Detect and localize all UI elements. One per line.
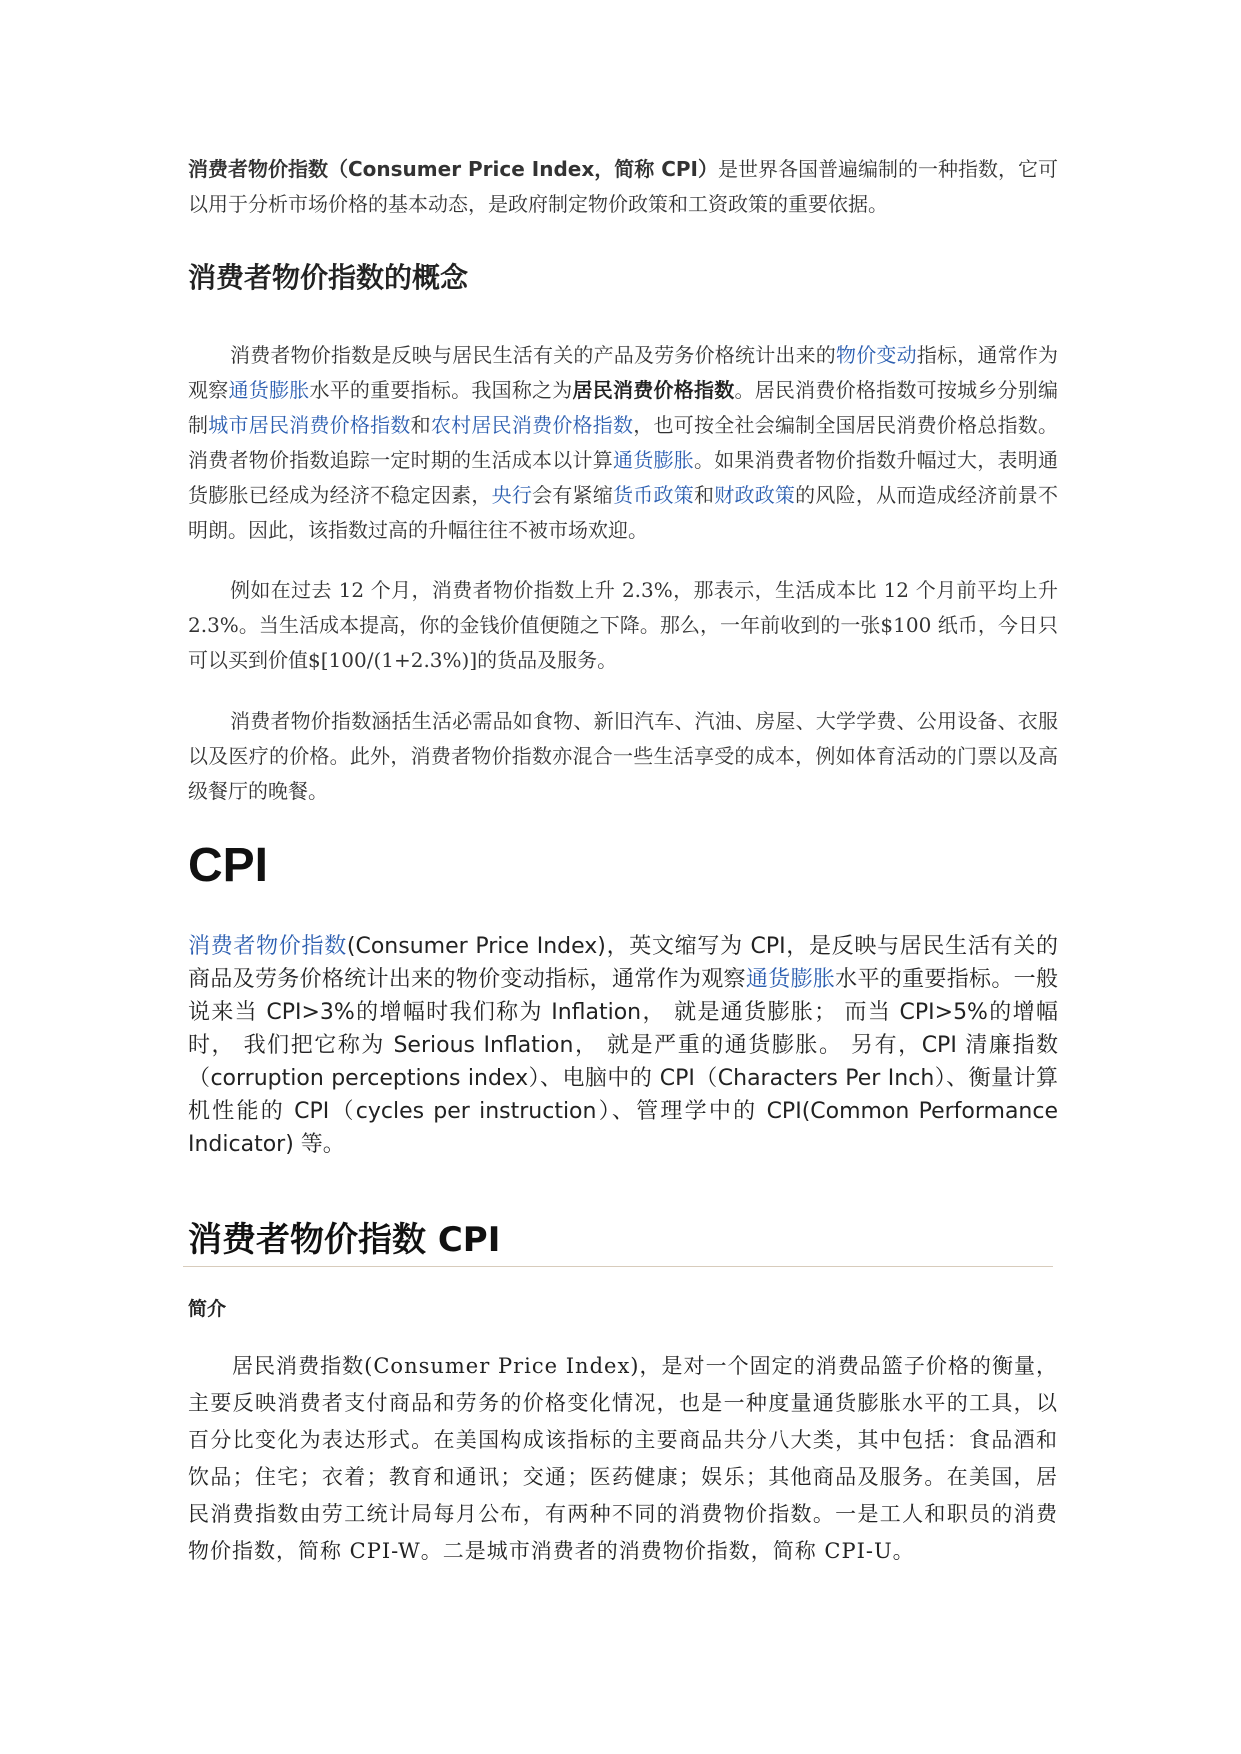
link-inflation[interactable]: 通货膨胀: [228, 378, 310, 402]
link-central-bank[interactable]: 央行: [491, 483, 533, 507]
link-urban-cpi[interactable]: 城市居民消费价格指数: [208, 413, 411, 437]
intro-body-paragraph: 居民消费指数(Consumer Price Index)，是对一个固定的消费品篮子价格的衡量，主要反映消费者支付商品和劳务的价格变化情况，也是一种度量通货膨胀水平的工具，以百分比变化为表达形式。在美国构成该指标的主要商品共分八大类，其中包括：食品酒和饮品；住宅；衣着；教育和通讯；交通；医药健康；娱乐；其他商品及服务。在美国，居民消费指数由劳工统计局每月公布，有两种不同的消费物价指数。一是工人和职员的消费物价指数，简称 CPI-W。二是城市消费者的消费物价指数，简称 CPI-U。: [188, 1354, 1058, 1563]
link-price-change[interactable]: 物价变动: [836, 343, 917, 367]
text-segment: (Consumer Price Index)，英文缩写为 CPI，是反映与居民生活有关的商品及劳务价格统计出来的物价变动指标，通常作为观察: [188, 934, 1058, 992]
cpi-paragraph: [188, 930, 1058, 1161]
concept-paragraph-2: 例如在过去 12 个月，消费者物价指数上升 2.3%，那表示，生活成本比 12 个月前平均上升 2.3%。当生活成本提高，你的金钱价值便随之下降。那么，一年前收到的一张$100 纸币，今日只可以买到价值$[100/(1+2.3%)]的货品及服务。: [188, 578, 1058, 672]
link-monetary-policy[interactable]: 货币政策: [613, 483, 694, 507]
concept-paragraph-1: [188, 338, 1058, 548]
text-segment: 。如果消费者物价指数升幅过大，表明通货膨胀已经成为经济不稳定因素，: [188, 448, 1059, 507]
text-segment: 的风险，从而造成经济前景不明朗。因此，该指数过高的升幅往往不被市场欢迎。: [188, 483, 1059, 542]
intro-paragraph: [188, 152, 1058, 222]
text-segment: 消费者物价指数是反映与居民生活有关的产品及劳务价格统计出来的: [230, 343, 836, 367]
text-segment: 。居民消费价格指数可按城乡分别编制: [188, 378, 1059, 437]
intro-text: 是世界各国普遍编制的一种指数，它可以用于分析市场价格的基本动态，是政府制定物价政策和工资政策的重要依据。: [188, 157, 1058, 216]
text-segment: 和: [693, 483, 715, 507]
text-segment: ，也可按全社会编制全国居民消费价格总指数。消费者物价指数追踪一定时期的生活成本以计算: [188, 413, 1059, 472]
section-divider: [183, 1266, 1053, 1267]
link-rural-cpi[interactable]: 农村居民消费价格指数: [430, 413, 634, 437]
section-heading: 消费者物价指数 CPI: [188, 1220, 501, 1260]
text-segment: 水平的重要指标。我国称之为: [309, 378, 573, 402]
concept-heading: 消费者物价指数的概念: [188, 261, 469, 294]
link-inflation-3[interactable]: 通货膨胀: [745, 967, 836, 992]
link-inflation-2[interactable]: 通货膨胀: [613, 448, 694, 472]
bold-term-resident-cpi: 居民消费价格指数: [572, 378, 735, 402]
link-cpi[interactable]: 消费者物价指数: [188, 934, 347, 959]
concept-paragraph-3: 消费者物价指数涵括生活必需品如食物、新旧汽车、汽油、房屋、大学学费、公用设备、衣服以及医疗的价格。此外，消费者物价指数亦混合一些生活享受的成本，例如体育活动的门票以及高级餐厅的晚餐。: [188, 709, 1058, 803]
text-segment: 和: [410, 413, 431, 437]
text-segment: 水平的重要指标。一般说来当 CPI>3%的增幅时我们称为 Inflation， 就是通货膨胀； 而当 CPI>5%的增幅时， 我们把它称为 Serious Inflation， 就是严重的通货膨胀。 另有，CPI 清廉指数（corruption perceptions index）、电脑中的 CPI（Characters Per Inch）、衡量计算机性能的 CPI（cycles per instruction）、管理学中的 CPI(Common Performance Indicator) 等。: [188, 967, 1058, 1157]
text-segment: 指标，通常作为观察: [188, 343, 1059, 402]
cpi-heading: CPI: [188, 839, 269, 892]
intro-bold-term: 消费者物价指数（Consumer Price Index，简称 CPI）: [188, 157, 718, 181]
text-segment: 会有紧缩: [532, 483, 614, 507]
subheading-intro: 简介: [188, 1298, 227, 1320]
link-fiscal-policy[interactable]: 财政政策: [714, 483, 796, 507]
